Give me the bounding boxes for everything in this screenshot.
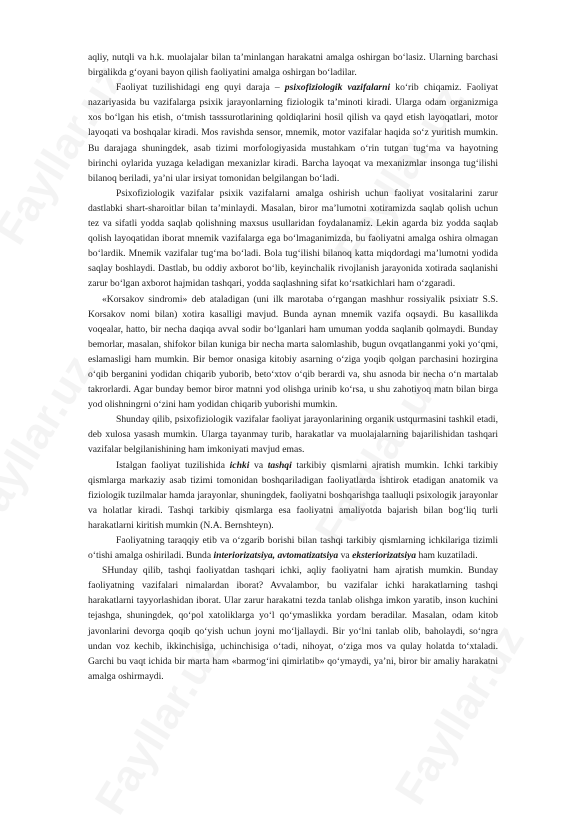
paragraph [88, 292, 498, 413]
emphasized-term: tashqi [267, 459, 292, 471]
text-run: Faoliyat tuzilishidagi eng quyi daraja – [116, 82, 285, 94]
paragraph [88, 186, 498, 292]
text-run: va [249, 459, 268, 471]
emphasized-term: eksteriorizatsiya [352, 550, 417, 562]
text-run: Istalgan faoliyat tuzilishida [116, 459, 230, 471]
paragraph [88, 80, 498, 186]
text-run: ko‘rib chiqamiz. Faoliyat nazariyasida bu vazifalarga psixik jarayonlarning fiziologik ta’minoti kiradi. Ularga odam organizmiga xos bo‘lgan his etish, o‘tmish tasssurotlarining qoldiqlarini hosil qilish va qayd etish layoqatlari, motor layoqati va boshqalar kiradi. Mos ravishda sensor, mnemik, motor vazifalar haqida so‘z yuritish mumkin. Bu darajaga shuningdek, asab tizimi morfologiyasida mustahkam o‘rin tutgan tug‘ma va hayotning birinchi oylarida yuzaga keladigan mexanizlar kiradi. Barcha layoqat va mexanizmlar insonga tug‘ilishi bilanoq beriladi, ya’ni ular irsiyat tomonidan belgilangan bo‘ladi. [88, 82, 498, 184]
text-run: SHunday qilib, tashqi faoliyatdan tashqari ichki, aqliy faoliyatni ham ajratish mumkin. Bunday faoliyatning vazifalari nimalardan iborat? Avvalambor, bu vazifalar ichki harakatlarning tashqi harakatlarni tayyorlashidan iborat. Ular zarur harakatni tezda tanlab olishga imkon yaratib, inson kuchini tejashga, shuningdek, qo‘pol xatoliklarga yo‘l qo‘ymaslikka yordam beradilar. Masalan, odam kitob javonlarini devorga qoqib qo‘yish uchun joyni mo‘ljallaydi. Bir yo‘lni tanlab olib, baholaydi, so‘ngra undan voz kechib, ikkinchisiga, uchinchisiga o‘tadi, nihoyat, o‘ziga mos va qulay holatda to‘xtaladi. Garchi bu vaqt ichida bir marta ham «barmog‘ini qimirlatib» qo‘ymaydi, ya’ni, biror bir amaliy harakatni amalga oshirmaydi. [88, 565, 498, 682]
text-run: tarkibiy qismlarni ajratish mumkin. Ichki tarkibiy qismlarga markaziy asab tizimi tomonidan boshqariladigan faoliyatlarda ishtirok etadigan anatomik va fiziologik tuzilmalar hamda jarayonlar, shuningdek, faoliyatni boshqarishga taalluqli psixologik jarayonlar va holatlar kiradi. Tashqi tarkibiy qismlarga esa faoliyatni amaliyotda bajarish bilan bog‘liq turli harakatlarni kiritish mumkin (N.A. Bernshteyn). [88, 459, 498, 531]
text-run: ham kuzatiladi. [416, 550, 478, 562]
text-run: va [338, 550, 353, 562]
text-run: aqliy, nutqli va h.k. muolajalar bilan ta’minlangan harakatni amalga oshirgan bo‘lasiz. Ularning barchasi birgalikda g‘oyani bayon qilish faoliyatini amalga oshirgan bo‘ladilar. [88, 52, 498, 79]
text-run: Shunday qilib, psixofiziologik vazifalar faoliyat jarayonlarining organik ustqurmasini tashkil etadi, deb xulosa yasash mumkin. Ularga tayanmay turib, harakatlar va muolajalarning bajarilishidan tashqari vazifalar belgilanishining ham imkoniyati mavjud emas. [88, 414, 498, 456]
paragraph [88, 458, 498, 533]
text-run: «Korsakov sindromi» deb ataladigan (uni ilk marotaba o‘rgangan mashhur rossiyalik psixiatr S.S. Korsakov nomi bilan) xotira kasalligi mavjud. Bunda aynan mnemik vazifa oqsaydi. Bu kasallikda voqealar, hatto, bir necha daqiqa avval sodir bo‘lganlari ham umuman yodda saqlanib qolmaydi. Bunday bemorlar, masalan, shifokor bilan kuniga bir necha marta salomlashib, bugun ovqatlanganmi yoki yo‘qmi, eslamasligi ham mumkin. Bir bemor onasiga kitobiy asarning o‘ziga yoqib qolgan parchasini hozirgina o‘qib berganini yodidan chiqarib yuborib, beto‘xtov o‘qib berardi va, shu asnoda bir necha o‘n martalab takrorlardi. Agar bunday bemor biror matnni yod olishga urinib ko‘rsa, u shu zahotiyoq matn bilan birga yod olishningrni o‘zini ham yodidan chiqarib yuborishi mumkin. [88, 293, 498, 411]
paragraph [88, 563, 498, 684]
emphasized-term: interiorizatsiya, avtomatizatsiya [213, 550, 339, 562]
paragraph [88, 50, 498, 80]
text-run: Psixofiziologik vazifalar psixik vazifalarni amalga oshirish uchun faoliyat vositalarini zarur dastlabki shart-sharoitlar bilan ta’minlaydi. Masalan, biror ma’lumotni xotiramizda saqlab qolish uchun tez va sifatli yodda saqlab qolishning maxsus usullaridan foydalanamiz. Lekin agarda biz yodda saqlab qolish layoqatidan iborat mnemik vazifalarga ega bo‘lmaganimizda, bu faoliyatni amalga oshira olmagan bo‘lardik. Mnemik vazifalar tug‘ma bo‘ladi. Bola tug‘ilishi bilanoq katta miqdordagi ma’lumotni yodida saqlay boshlaydi. Dastlab, bu oddiy axborot bo‘lib, keyinchalik rivojlanish jarayonida xotirada saqlanishi zarur bo‘lgan axborot hajmidan tashqari, yodda saqlashning sifat ko‘rsatkichlari ham o‘zgaradi. [88, 187, 498, 290]
document-page [88, 50, 498, 684]
emphasized-term: ichki [229, 459, 250, 471]
emphasized-term: psixofiziologik vazifalarni [284, 82, 391, 94]
text-run: Faoliyatning taraqqiy etib va o‘zgarib borishi bilan tashqi tarkibiy qismlarning ichkilariga tizimli o‘tishi amalga oshiriladi. Bunda [88, 535, 498, 562]
paragraph [88, 412, 498, 457]
paragraph [88, 533, 498, 563]
